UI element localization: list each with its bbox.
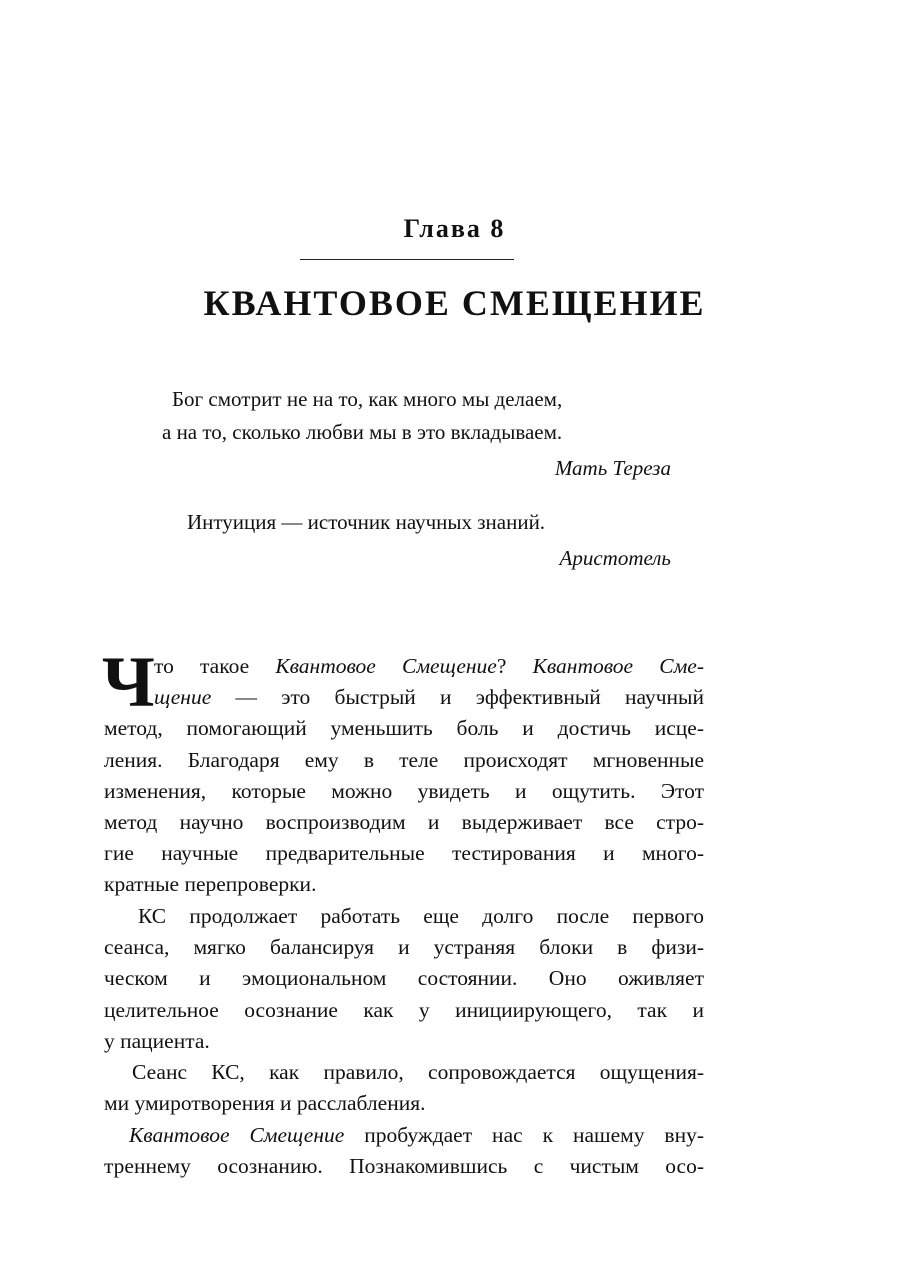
text-line: сеанса, мягко балансируя и устраняя блоки в физи-	[104, 935, 704, 960]
chapter-label: Глава 8	[403, 214, 506, 243]
text-line: ческом и эмоциональном состоянии. Оно оживляет	[104, 966, 704, 991]
epigraph-2-author: Аристотель	[559, 546, 671, 570]
text-line: кратные перепроверки.	[104, 872, 317, 897]
chapter-divider	[300, 259, 514, 260]
text-line: у пациента.	[104, 1028, 210, 1053]
text-line: метод научно воспроизводим и выдерживает все стро-	[104, 809, 704, 834]
text-line: треннему осознанию. Познакомившись с чистым осо-	[104, 1154, 704, 1179]
text-line: то такое Квантовое Смещение? Квантовое Сме-	[154, 654, 705, 678]
epigraph-1-author: Мать Тереза	[554, 456, 671, 480]
text-line: целительное осознание как у инициирующего, так и	[104, 997, 704, 1022]
text-line: ления. Благодаря ему в теле происходят мгновенные	[104, 747, 704, 772]
text-line: метод, помогающий уменьшить боль и достичь исце-	[104, 716, 704, 741]
paragraph-1	[102, 642, 705, 901]
paragraph-3	[104, 1057, 704, 1119]
text-line: КС продолжает работать еще долго после первого	[138, 904, 704, 928]
epigraph-1-line-1: Бог смотрит не на то, как много мы делаем,	[172, 387, 563, 411]
text-line: Квантовое Смещение пробуждает нас к нашему вну-	[129, 1123, 704, 1147]
text-line: ми умиротворения и расслабления.	[104, 1091, 426, 1116]
text-line: гие научные предварительные тестирования и много-	[104, 841, 704, 866]
drop-cap: Ч	[102, 642, 155, 722]
text-line: щение — это быстрый и эффективный научный	[154, 685, 704, 710]
paragraph-2	[104, 901, 704, 1057]
epigraph-2-line-1: Интуиция — источник научных знаний.	[187, 510, 546, 534]
text-line: изменения, которые можно увидеть и ощутить. Этот	[104, 778, 704, 803]
text-line: Сеанс КС, как правило, сопровождается ощущения-	[132, 1060, 704, 1084]
chapter-title: КВАНТОВОЕ СМЕЩЕНИЕ	[203, 283, 706, 323]
epigraph-1-line-2: а на то, сколько любви мы в это вкладываем.	[162, 420, 563, 444]
paragraph-4	[104, 1120, 704, 1182]
